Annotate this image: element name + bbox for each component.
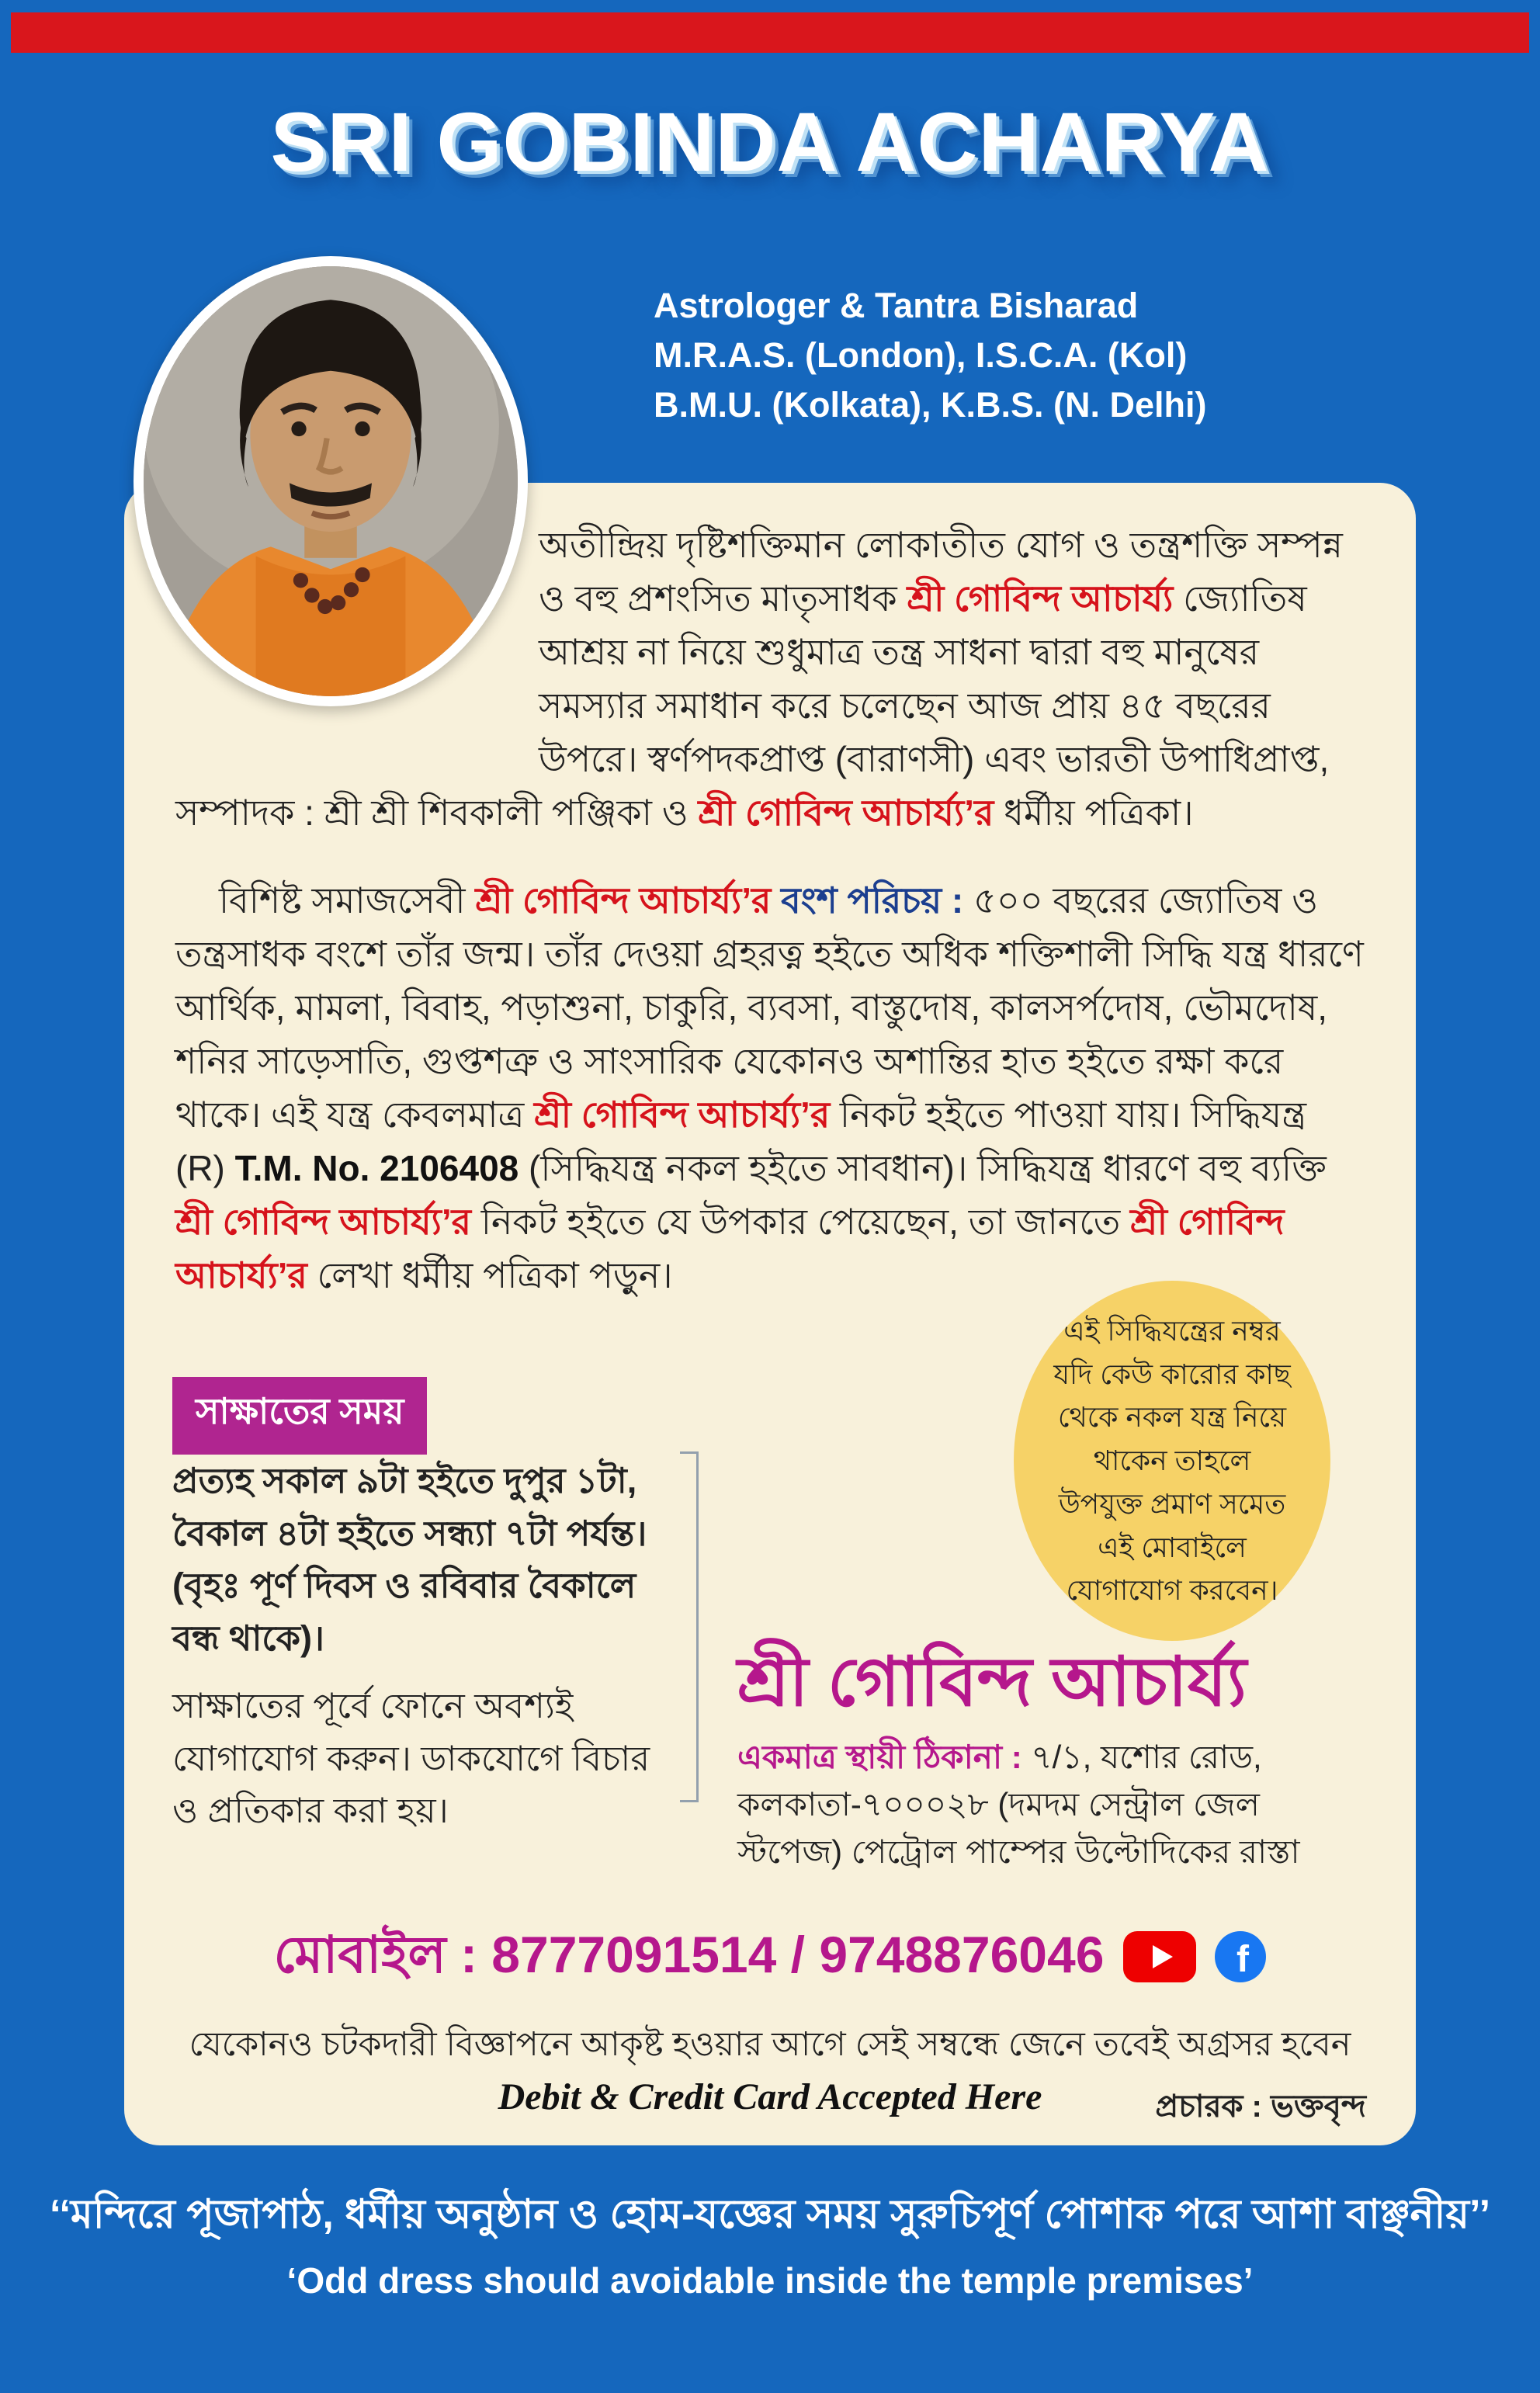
mobile-text: [274, 1926, 1105, 1983]
portrait-illustration: [144, 266, 518, 696]
address-label: একমাত্র স্থায়ী ঠিকানা :: [737, 1738, 1032, 1775]
notice-bubble: [1014, 1281, 1330, 1641]
youtube-icon: [1123, 1931, 1196, 1986]
bracket-decoration: [680, 1451, 699, 1802]
footer: [0, 2183, 1540, 2301]
facebook-icon: [1215, 1931, 1266, 1986]
credentials-block: [654, 281, 1414, 430]
credential-line: M.R.A.S. (London), I.S.C.A. (Kol): [654, 335, 1188, 375]
mobile-row: [124, 1916, 1416, 2001]
content-panel: [124, 483, 1416, 2145]
address-line: [737, 1733, 1374, 1781]
credential-line: B.M.U. (Kolkata), K.B.S. (N. Delhi): [654, 384, 1207, 425]
cards-row: [124, 2076, 1416, 2124]
top-red-bar: [11, 12, 1529, 53]
mobile-separator: /: [776, 1926, 820, 1983]
visiting-hours-line2: সাক্ষাতের পূর্বে ফোনে অবশ্যই যোগাযোগ করুন। ডাকযোগে বিচার ও প্রতিকার করা হয়।: [172, 1686, 650, 1830]
address-line-1: ৭/১, যশোর রোড,: [1031, 1738, 1262, 1775]
acharya-name-bengali: শ্রী গোবিন্দ আচার্য্য: [737, 1643, 1247, 1720]
visiting-hours-header: সাক্ষাতের সময়: [172, 1377, 427, 1455]
address-block: [737, 1733, 1374, 1876]
mobile-number-1: 8777091514: [491, 1926, 777, 1983]
mobile-number-2: 9748876046: [819, 1926, 1105, 1983]
portrait-photo: [134, 256, 528, 706]
publisher-text: প্রচারক : ভক্তবৃন্দ: [1155, 2090, 1366, 2124]
intro-paragraph: অতীন্দ্রিয় দৃষ্টিশক্তিমান লোকাতীত যোগ ও তন্ত্রশক্তি সম্পন্ন ও বহু প্রশংসিত মাতৃসাধক শ্রী গোবিন্দ আচার্য্য জ্যোতিষ আশ্রয় না নিয়ে শুধুমাত্র তন্ত্র সাধনা দ্বারা বহু মানুষের সমস্যার সমাধান করে চলেছেন আজ প্রায় ৪৫ বছরের উপরে। স্বর্ণপদকপ্রাপ্ত (বারাণসী) এবং ভারতী উপাধিপ্রাপ্ত, সম্পাদক : শ্রী শ্রী শিবকালী পঞ্জিকা ও শ্রী গোবিন্দ আচার্য্য’র ধর্মীয় পত্রিকা।: [175, 525, 1343, 833]
address-line-3: স্টপেজ) পেট্রোল পাম্পের উল্টোদিকের রাস্তা: [737, 1833, 1300, 1871]
footer-quote-english: ‘Odd dress should avoidable inside the temple premises’: [286, 2260, 1254, 2301]
footer-quote-bengali: ‘‘মন্দিরে পূজাপাঠ, ধর্মীয় অনুষ্ঠান ও হোম-যজ্ঞের সময় সুরুচিপূর্ণ পোশাক পরে আশা বাঞ্ছনীয়’’: [49, 2192, 1491, 2237]
notice-bubble-text: এই সিদ্ধিযন্ত্রের নম্বর যদি কেউ কারোর কাছ থেকে নকল যন্ত্র নিয়ে থাকেন তাহলে উপযুক্ত প্রমাণ সমেত এই মোবাইলে যোগাযোগ করবেন।: [1053, 1314, 1291, 1607]
mobile-label: মোবাইল :: [273, 1926, 492, 1983]
page-title: SRI GOBINDA ACHARYA: [270, 95, 1270, 189]
address-line-2: কলকাতা-৭০০০২৮ (দমদম সেন্ট্রাল জেল: [737, 1785, 1260, 1822]
svg-text:f: f: [1237, 1938, 1250, 1980]
credential-line: Astrologer & Tantra Bisharad: [654, 286, 1139, 325]
visiting-hours-line1: প্রত্যহ সকাল ৯টা হইতে দুপুর ১টা, বৈকাল ৪টা হইতে সন্ধ্যা ৭টা পর্যন্ত। (বৃহঃ পূর্ণ দিবস ও রবিবার বৈকালে বন্ধ থাকে)।: [172, 1461, 647, 1658]
visiting-hours-text: [172, 1455, 677, 1837]
warning-text: যেকোনও চটকদারী বিজ্ঞাপনে আকৃষ্ট হওয়ার আগে সেই সম্বন্ধে জেনে তবেই অগ্রসর হবেন: [189, 2026, 1351, 2063]
cards-accepted-text: Debit & Credit Card Accepted Here: [498, 2076, 1042, 2117]
contact-block: [737, 1644, 1374, 1875]
lineage-paragraph: বিশিষ্ট সমাজসেবী শ্রী গোবিন্দ আচার্য্য’র বংশ পরিচয় : ৫০০ বছরের জ্যোতিষ ও তন্ত্রসাধক বংশে তাঁর জন্ম। তাঁর দেওয়া গ্রহরত্ন হইতে অধিক শক্তিশালী সিদ্ধি যন্ত্র ধারণে আর্থিক, মামলা, বিবাহ, পড়াশুনা, চাকুরি, ব্যবসা, বাস্তুদোষ, কালসর্পদোষ, ভৌমদোষ, শনির সাড়েসাতি, গুপ্তশত্রু ও সাংসারিক যেকোনও অশান্তির হাত হইতে রক্ষা করে থাকে। এই যন্ত্র কেবলমাত্র শ্রী গোবিন্দ আচার্য্য’র নিকট হইতে পাওয়া যায়। সিদ্ধিযন্ত্র (R) T.M. No. 2106408 (সিদ্ধিযন্ত্র নকল হইতে সাবধান)। সিদ্ধিযন্ত্র ধারণে বহু ব্যক্তি শ্রী গোবিন্দ আচার্য্য’র নিকট হইতে যে উপকার পেয়েছেন, তা জানতে শ্রী গোবিন্দ আচার্য্য’র লেখা ধর্মীয় পত্রিকা পড়ুন।: [175, 880, 1364, 1295]
